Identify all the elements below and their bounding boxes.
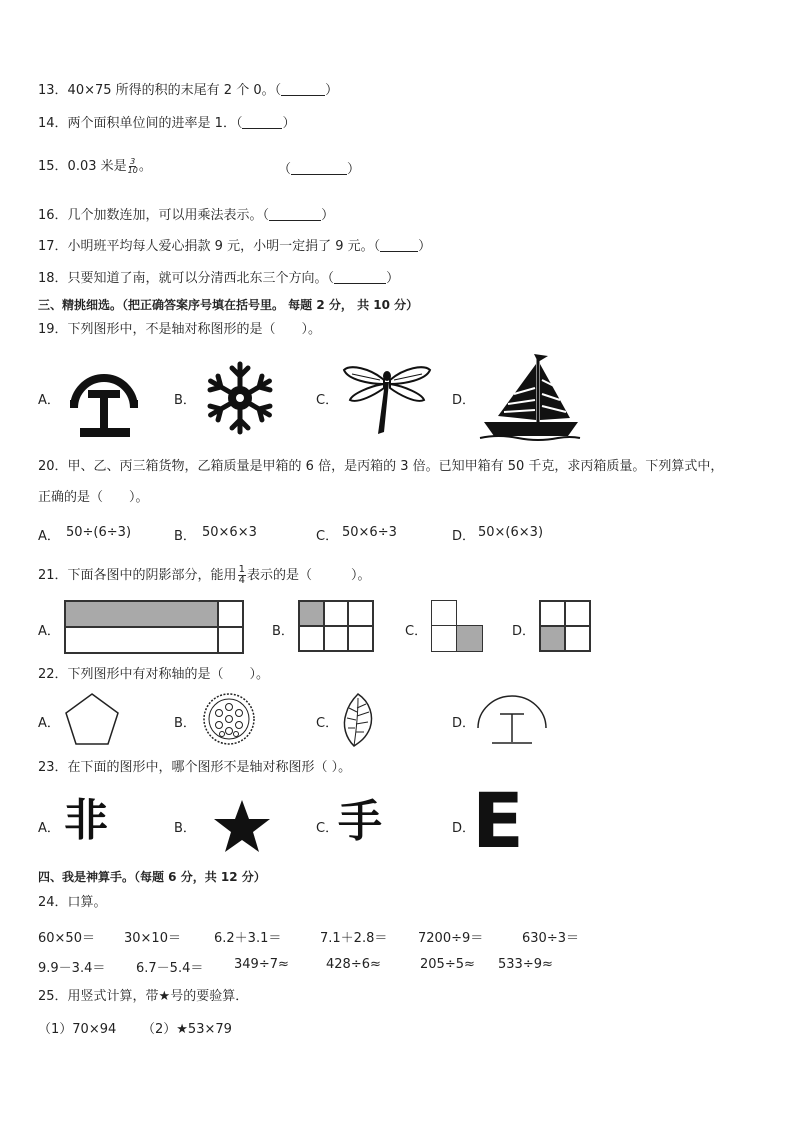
letter-e[interactable]: E	[472, 776, 524, 865]
question-text-end: 表示的是（ ）。	[246, 568, 371, 583]
mental-calc-item[interactable]: 7200÷9＝	[418, 931, 484, 946]
question-number: 18．	[38, 271, 68, 286]
question-16	[38, 207, 334, 225]
question-number: 14．	[38, 116, 68, 131]
bracket-close: ）	[321, 208, 335, 223]
option-c-label[interactable]: C．	[316, 716, 339, 731]
bracket-close: ）	[347, 162, 361, 177]
bracket-close: ）	[418, 239, 432, 254]
stamp-circle-icon[interactable]	[202, 692, 256, 746]
answer-blank[interactable]	[334, 271, 386, 284]
mental-calc-item[interactable]: 60×50＝	[38, 931, 95, 946]
option-b-label[interactable]: B．	[174, 393, 196, 408]
question-text: 只要知道了南，就可以分清西北东三个方向。（	[67, 271, 335, 286]
written-calc-item[interactable]: （1）70×94	[38, 1022, 117, 1037]
question-text: 下列图形中有对称轴的是（ ）。	[67, 667, 270, 682]
character-fei[interactable]: 非	[64, 795, 108, 846]
option-d-label[interactable]: D．	[512, 624, 536, 639]
metro-logo-icon[interactable]	[66, 360, 142, 440]
mental-calc-item[interactable]: 205÷5≈	[420, 957, 475, 972]
section-4-title: 四、我是神算手。（每题 6 分，共 12 分）	[38, 870, 266, 884]
fraction-denominator: 4	[238, 575, 245, 586]
star-icon[interactable]	[212, 798, 272, 854]
option-a-label[interactable]: A．	[38, 529, 60, 544]
option-c-label[interactable]: C．	[405, 624, 428, 639]
question-text: 用竖式计算，带★号的要验算．	[67, 989, 249, 1004]
fraction	[128, 158, 138, 175]
answer-blank[interactable]	[269, 208, 321, 221]
option-a-label[interactable]: A．	[38, 624, 60, 639]
question-number: 15．	[38, 159, 68, 174]
section-3-title: 三、精挑细选。（把正确答案序号填在括号里。 每题 2 分， 共 10 分）	[38, 298, 419, 312]
mental-calc-item[interactable]: 30×10＝	[124, 931, 181, 946]
option-c-label[interactable]: C．	[316, 821, 339, 836]
question-number: 17．	[38, 239, 68, 254]
fraction-figure-d[interactable]	[539, 600, 591, 652]
snowflake-icon[interactable]	[202, 358, 278, 438]
bracket-open: （	[278, 162, 292, 177]
q20-option-b[interactable]: 50×6×3	[202, 525, 257, 540]
fraction-numerator: 1	[238, 564, 245, 575]
mental-calc-item[interactable]: 533÷9≈	[498, 957, 553, 972]
option-a-label[interactable]: A．	[38, 716, 60, 731]
question-number: 16．	[38, 208, 68, 223]
mental-calc-item[interactable]: 7.1＋2.8＝	[320, 931, 388, 946]
question-13	[38, 82, 338, 100]
question-text: 下列图形中，不是轴对称图形的是（ ）。	[67, 322, 322, 337]
character-shou[interactable]: 手	[338, 796, 382, 847]
option-d-label[interactable]: D．	[452, 716, 476, 731]
question-20	[38, 458, 723, 476]
option-c-label[interactable]: C．	[316, 529, 339, 544]
question-text: 小明班平均每人爱心捐款 9 元，小明一定捐了 9 元。（	[67, 239, 381, 254]
mental-calc-item[interactable]: 349÷7≈	[234, 957, 289, 972]
bracket-close: ）	[325, 83, 339, 98]
sailboat-icon[interactable]	[478, 350, 582, 442]
option-a-label[interactable]: A．	[38, 393, 60, 408]
fraction-denominator: 10	[127, 166, 138, 175]
fraction-figure-b[interactable]	[298, 600, 374, 652]
question-number: 23．	[38, 760, 68, 775]
question-text: 40×75 所得的积的末尾有 2 个 0。（	[67, 83, 282, 98]
question-text: 下面各图中的阴影部分，能用	[67, 568, 237, 583]
question-text: 口算。	[67, 895, 107, 910]
question-19	[38, 321, 321, 339]
option-d-label[interactable]: D．	[452, 393, 476, 408]
question-22	[38, 666, 269, 684]
arch-symbol-icon[interactable]	[474, 692, 550, 748]
leaf-icon[interactable]	[340, 692, 376, 748]
option-b-label[interactable]: B．	[174, 821, 196, 836]
fraction-numerator: 3	[130, 157, 136, 166]
question-number: 21．	[38, 568, 68, 583]
dragonfly-icon[interactable]	[340, 360, 434, 440]
answer-blank[interactable]	[242, 116, 282, 129]
mental-calc-item[interactable]: 6.2＋3.1＝	[214, 931, 282, 946]
question-text: 甲、乙、丙三箱货物，乙箱质量是甲箱的 6 倍，是丙箱的 3 倍。已知甲箱有 50 千克，求丙箱质量。下列算式中，	[67, 459, 724, 474]
question-number: 22．	[38, 667, 68, 682]
mental-calc-item[interactable]: 6.7－5.4＝	[136, 961, 204, 976]
fraction-figure-c[interactable]	[431, 600, 483, 652]
written-calc-item[interactable]: （2）★53×79	[142, 1022, 232, 1037]
q20-option-c[interactable]: 50×6÷3	[342, 525, 397, 540]
fraction-figure-a[interactable]	[64, 600, 244, 654]
question-text: 两个面积单位间的进率是 1．（	[67, 116, 243, 131]
question-17	[38, 238, 431, 256]
question-24	[38, 894, 107, 912]
question-number: 20．	[38, 459, 68, 474]
question-18	[38, 270, 399, 288]
answer-blank[interactable]	[281, 83, 325, 96]
answer-blank[interactable]	[380, 239, 418, 252]
question-21	[38, 565, 370, 586]
option-c-label[interactable]: C．	[316, 393, 339, 408]
question-number: 13．	[38, 83, 68, 98]
mental-calc-item[interactable]: 428÷6≈	[326, 957, 381, 972]
q20-option-d[interactable]: 50×(6×3)	[478, 525, 544, 540]
option-d-label[interactable]: D．	[452, 821, 476, 836]
bracket-close: ）	[386, 271, 400, 286]
pentagon-icon[interactable]	[64, 692, 120, 746]
question-15	[38, 158, 152, 176]
option-a-label[interactable]: A．	[38, 821, 60, 836]
question-number: 19．	[38, 322, 68, 337]
question-number: 25．	[38, 989, 68, 1004]
question-14	[38, 115, 295, 133]
bracket-close: ）	[282, 116, 296, 131]
fraction	[238, 565, 246, 586]
question-number: 24．	[38, 895, 68, 910]
question-23	[38, 759, 351, 777]
answer-blank[interactable]	[291, 162, 347, 175]
question-text: 几个加数连加，可以用乘法表示。（	[67, 208, 270, 223]
option-b-label[interactable]: B．	[174, 716, 196, 731]
question-15-answer	[278, 161, 360, 179]
question-text-end: 。	[138, 159, 152, 174]
q20-option-a[interactable]: 50÷(6÷3)	[66, 525, 132, 540]
mental-calc-item[interactable]: 630÷3＝	[522, 931, 579, 946]
question-text: 0.03 米是	[67, 159, 127, 174]
question-20-line2: 正确的是（ ）。	[38, 490, 149, 505]
option-b-label[interactable]: B．	[174, 529, 196, 544]
option-b-label[interactable]: B．	[272, 624, 294, 639]
option-d-label[interactable]: D．	[452, 529, 476, 544]
question-25	[38, 988, 248, 1006]
question-text: 在下面的图形中，哪个图形不是轴对称图形（ ）。	[67, 760, 352, 775]
mental-calc-item[interactable]: 9.9－3.4＝	[38, 961, 106, 976]
